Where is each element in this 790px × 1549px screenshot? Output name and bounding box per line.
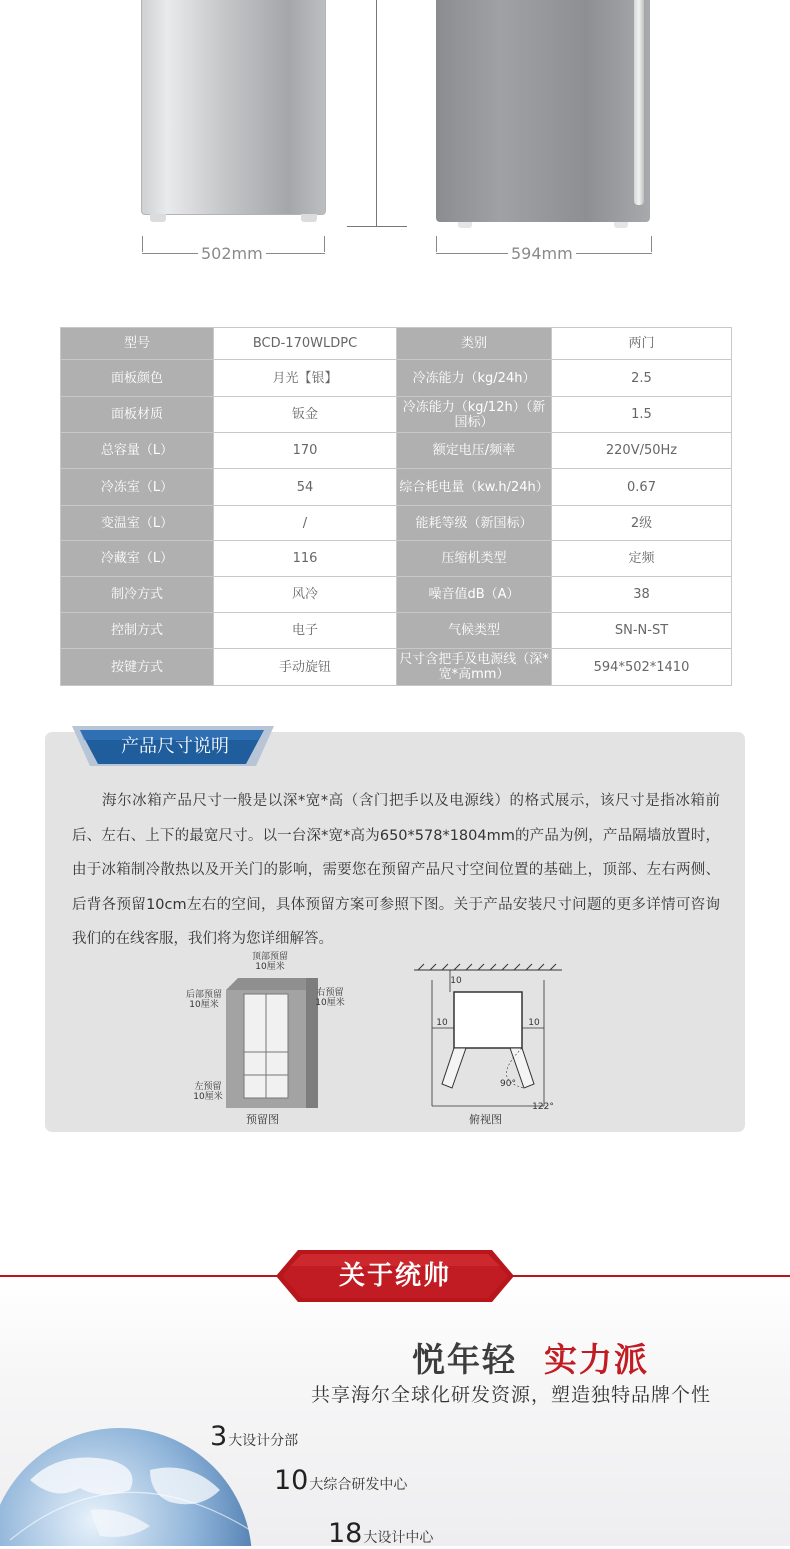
top-gap-label: 10 bbox=[450, 976, 462, 986]
spec-value: 钣金 bbox=[214, 397, 397, 433]
top-view-diagram bbox=[412, 960, 564, 1112]
spec-label: 能耗等级（新国标） bbox=[397, 506, 552, 541]
table-row bbox=[61, 360, 732, 397]
spec-value: 0.67 bbox=[552, 469, 732, 506]
spec-value: 月光【银】 bbox=[214, 360, 397, 397]
spec-value: 两门 bbox=[552, 328, 732, 360]
spec-label: 制冷方式 bbox=[61, 577, 214, 613]
spec-value: 116 bbox=[214, 541, 397, 577]
table-row bbox=[61, 328, 732, 360]
spec-label: 类别 bbox=[397, 328, 552, 360]
table-row bbox=[61, 649, 732, 686]
spec-label: 额定电压/频率 bbox=[397, 433, 552, 469]
spec-label: 综合耗电量（kw.h/24h） bbox=[397, 469, 552, 506]
spec-value: 2.5 bbox=[552, 360, 732, 397]
spec-value: 1.5 bbox=[552, 397, 732, 433]
reserve-left-label: 左预留 10厘米 bbox=[193, 1082, 223, 1102]
reserve-diagram-caption: 预留图 bbox=[246, 1113, 279, 1126]
spec-value: 风冷 bbox=[214, 577, 397, 613]
reserve-back-label: 后部预留 10厘米 bbox=[185, 990, 222, 1010]
spec-table bbox=[60, 327, 732, 686]
about-slogan: 悦年轻 实力派 bbox=[412, 1340, 649, 1379]
spec-label: 面板颜色 bbox=[61, 360, 214, 397]
table-row bbox=[61, 506, 732, 541]
reserve-top-label: 顶部预留 10厘米 bbox=[251, 952, 288, 972]
width-dimension-cap-right bbox=[324, 236, 325, 252]
table-row bbox=[61, 577, 732, 613]
door-angle-90-label: 90° bbox=[500, 1079, 516, 1089]
spec-value: BCD-170WLDPC bbox=[214, 328, 397, 360]
spec-value: 38 bbox=[552, 577, 732, 613]
spec-value: 电子 bbox=[214, 613, 397, 649]
spec-label: 型号 bbox=[61, 328, 214, 360]
reserve-diagram bbox=[226, 972, 318, 1110]
depth-dimension-cap-left bbox=[436, 236, 437, 252]
spec-value: 594*502*1410 bbox=[552, 649, 732, 686]
spec-label: 气候类型 bbox=[397, 613, 552, 649]
spec-label: 冷冻能力（kg/12h）（新国标） bbox=[397, 397, 552, 433]
spec-value: 220V/50Hz bbox=[552, 433, 732, 469]
spec-label: 冷冻能力（kg/24h） bbox=[397, 360, 552, 397]
spec-label: 控制方式 bbox=[61, 613, 214, 649]
spec-label: 按键方式 bbox=[61, 649, 214, 686]
spec-label: 冷藏室（L） bbox=[61, 541, 214, 577]
about-title: 关于统帅 bbox=[338, 1261, 451, 1291]
about-subtitle: 共享海尔全球化研发资源，塑造独特品牌个性 bbox=[311, 1384, 712, 1406]
top-view-caption: 俯视图 bbox=[469, 1113, 502, 1126]
height-dimension-line bbox=[376, 0, 377, 226]
spec-label: 尺寸含把手及电源线（深*宽*高mm） bbox=[397, 649, 552, 686]
size-info-title: 产品尺寸说明 bbox=[121, 736, 229, 757]
fridge-side-image bbox=[436, 0, 650, 222]
table-row bbox=[61, 613, 732, 649]
right-gap-label: 10 bbox=[528, 1018, 540, 1028]
spec-value: 2级 bbox=[552, 506, 732, 541]
stat-rd-centers: 10大综合研发中心 bbox=[274, 1465, 408, 1496]
spec-label: 冷冻室（L） bbox=[61, 469, 214, 506]
depth-dimension-label: 594mm bbox=[508, 245, 576, 263]
door-angle-122-label: 122° bbox=[532, 1102, 554, 1112]
table-row bbox=[61, 433, 732, 469]
stat-design-centers: 18大设计中心 bbox=[328, 1518, 434, 1549]
spec-value: 54 bbox=[214, 469, 397, 506]
spec-value: 定频 bbox=[552, 541, 732, 577]
spec-value: 手动旋钮 bbox=[214, 649, 397, 686]
height-dimension-tick bbox=[347, 226, 407, 227]
spec-label: 变温室（L） bbox=[61, 506, 214, 541]
spec-value: 170 bbox=[214, 433, 397, 469]
size-info-paragraph: 海尔冰箱产品尺寸一般是以深*宽*高（含门把手以及电源线）的格式展示，该尺寸是指冰箱前后、左右、上下的最宽尺寸。以一台深*宽*高为650*578*1804mm的产品为例，产品隔墙放置时，由于冰箱制冷散热以及开关门的影响，需要您在预留产品尺寸空间位置的基础上，顶部、左右两侧、后背各预留10cm左右的空间，具体预留方案可参照下图。关于产品安装尺寸问题的更多详情可咨询我们的在线客服，我们将为您详细解答。 bbox=[72, 793, 720, 947]
table-row bbox=[61, 397, 732, 433]
stat-design-branches: 3大设计分部 bbox=[210, 1421, 299, 1452]
left-gap-label: 10 bbox=[436, 1018, 448, 1028]
spec-label: 噪音值dB（A） bbox=[397, 577, 552, 613]
width-dimension-cap-left bbox=[142, 236, 143, 252]
fridge-front-image bbox=[141, 0, 326, 215]
spec-label: 面板材质 bbox=[61, 397, 214, 433]
reserve-right-label: 右预留 10厘米 bbox=[315, 988, 345, 1008]
depth-dimension-cap-right bbox=[651, 236, 652, 252]
table-row bbox=[61, 541, 732, 577]
spec-value: SN-N-ST bbox=[552, 613, 732, 649]
table-row bbox=[61, 469, 732, 506]
spec-value: / bbox=[214, 506, 397, 541]
spec-label: 压缩机类型 bbox=[397, 541, 552, 577]
spec-label: 总容量（L） bbox=[61, 433, 214, 469]
width-dimension-label: 502mm bbox=[198, 245, 266, 263]
